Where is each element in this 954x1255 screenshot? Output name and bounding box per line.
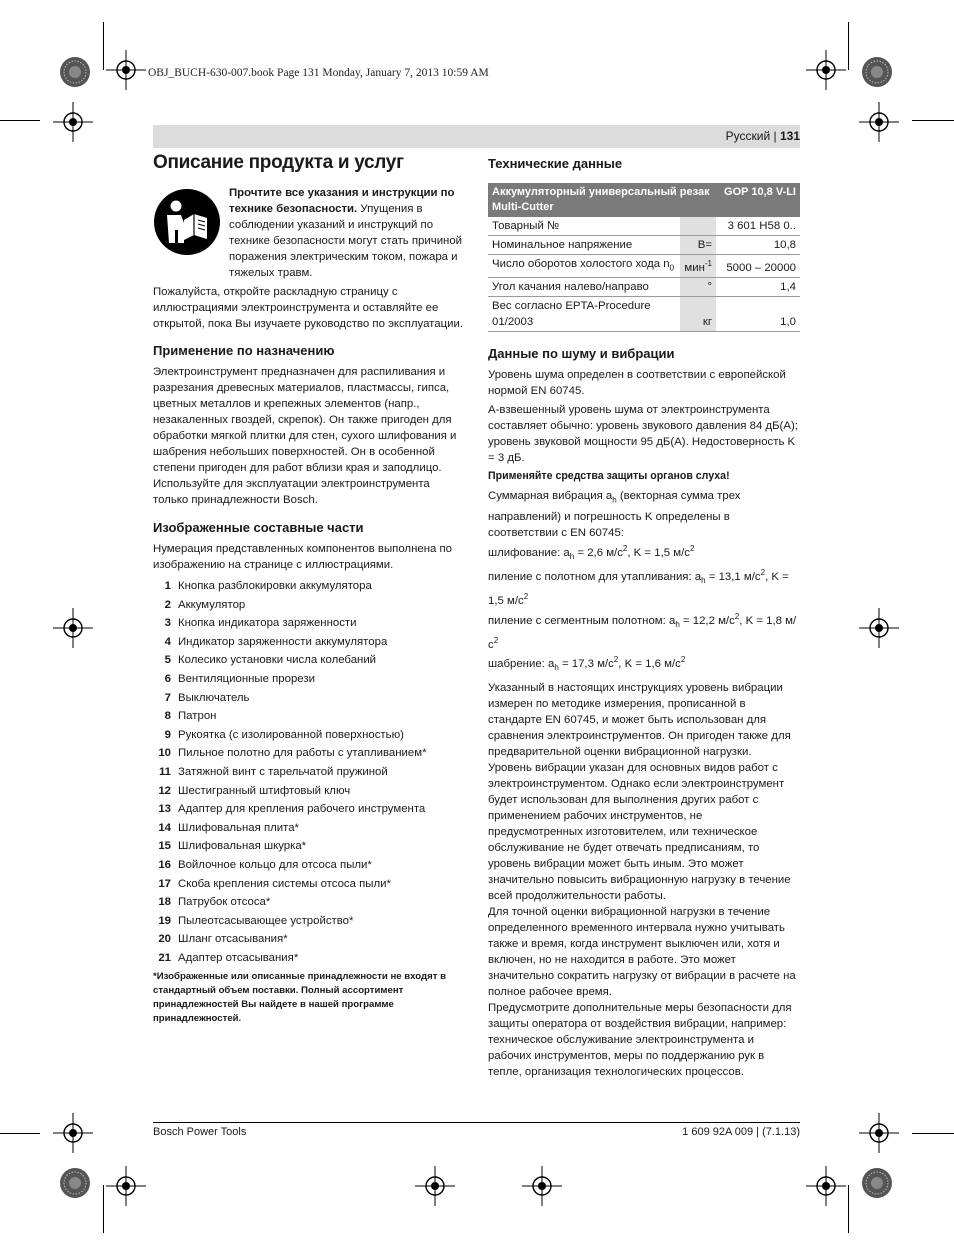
vibration-values: [488, 541, 800, 677]
parts-list-item: [153, 856, 465, 875]
registration-mark-icon: [806, 1166, 846, 1206]
table-header-row: [488, 183, 800, 217]
parts-list-item: [153, 763, 465, 782]
intro-paragraph: Пожалуйста, откройте раскладную страницу с иллюстрациями электроинструмента и оставляйте ее открытой, пока Вы изучаете руководство по эксплуатации.: [153, 286, 464, 330]
accessories-footnote: *Изображенные или описанные принадлежности не входят в стандартный объем поставки. Полный ассортимент принадлежностей Вы найдете в нашей программе принадлежностей.: [153, 971, 446, 1025]
header-language: Русский: [725, 129, 771, 143]
part-number: 1: [164, 580, 171, 592]
spec-label: Вес согласно EPTA-Procedure 01/2003: [488, 297, 680, 332]
table-row: [488, 217, 800, 236]
registration-mark-icon: [106, 50, 146, 90]
registration-mark-icon: [53, 102, 93, 142]
spec-label: Товарный №: [488, 217, 680, 236]
parts-heading: Изображенные составные части: [153, 520, 364, 535]
part-number: 13: [158, 803, 171, 816]
color-dial-icon: [59, 1167, 91, 1199]
parts-list-item: [153, 614, 465, 633]
part-number: 10: [158, 747, 171, 760]
table-row: [488, 236, 800, 255]
usage-heading: Применение по назначению: [153, 343, 335, 358]
left-column: [153, 152, 465, 173]
parts-list-item: [153, 912, 465, 931]
safety-warning-bold: Прочтите все указания и инструкции по технике безопасности.: [229, 187, 455, 215]
part-label: Скоба крепления системы отсоса пыли*: [178, 877, 391, 890]
part-label: Адаптер для крепления рабочего инструмента: [178, 803, 426, 816]
part-number: 14: [158, 821, 171, 834]
parts-list-item: [153, 633, 465, 652]
registration-mark-icon: [806, 50, 846, 90]
spec-label: Номинальное напряжение: [488, 236, 680, 255]
noise-heading: Данные по шуму и вибрации: [488, 346, 675, 362]
spec-label: Число оборотов холостого хода $n_0$: [488, 255, 680, 278]
parts-intro: Нумерация представленных компонентов выполнена по изображению на странице с иллюстрациями.: [153, 543, 452, 571]
tech-data-table: [488, 183, 800, 332]
color-dial-icon: [59, 56, 91, 88]
spec-value: 5000 – 20000: [716, 255, 800, 278]
parts-list-item: [153, 744, 465, 763]
right-column: [488, 156, 800, 1080]
parts-list-item: [153, 837, 465, 856]
registration-mark-icon: [53, 608, 93, 648]
part-label: Шлифовальная плита*: [178, 821, 299, 834]
footer-divider: [153, 1122, 800, 1123]
spec-unit: °: [680, 278, 716, 297]
spec-value: 1,4: [716, 278, 800, 297]
part-label: Патрубок отсоса*: [178, 896, 271, 909]
parts-list-item: [153, 782, 465, 801]
spec-value: 10,8: [716, 236, 800, 255]
vibration-line: пиление с полотном для утапливания: $a_h = 13,1$ $м/с^2$, K = 1,5 $м/с^2$: [488, 567, 789, 607]
read-manual-icon: [154, 189, 220, 255]
registration-mark-icon: [522, 1166, 562, 1206]
parts-list: [153, 577, 465, 967]
hearing-protection-notice: Применяйте средства защиты органов слуха!: [488, 470, 730, 483]
table-row: [488, 278, 800, 297]
spec-unit: мин$^{-1}$: [680, 255, 716, 278]
parts-list-item: [153, 596, 465, 615]
parts-list-item: [153, 670, 465, 689]
table-row: [488, 255, 800, 278]
part-number: 4: [164, 635, 171, 648]
part-label: Пильное полотно для работы с утапливанием*: [178, 747, 427, 760]
part-label: Индикатор заряженности аккумулятора: [178, 635, 388, 648]
registration-mark-icon: [859, 102, 899, 142]
part-label: Патрон: [178, 710, 217, 723]
usage-paragraph: Электроинструмент предназначен для распиливания и разрезания древесных материалов, пластмассы, гипса, цветных металлов и крепежных элементов (напр., незакаленных гвоздей, скрепок). Он также пригоден для обработки мягкой плитки для стен, сухого шлифования и шабрения небольших поверхностей. Он в особенной степени пригоден для работ вблизи края и заподлицо. Используйте для эксплуатации электроинструмента только принадлежности Bosch.: [153, 366, 457, 506]
part-number: 19: [158, 914, 171, 927]
vibration-intro: Суммарная вибрация $a_h$ (векторная сумма трех направлений) и погрешность K определены в соответствии с EN 60745:: [488, 490, 741, 539]
vibration-line: шабрение: $a_h = 17,3$ $м/с^2$, K = 1,6 $м/с^2$: [488, 655, 686, 673]
tech-data-heading: Технические данные: [488, 156, 623, 171]
table-row: [488, 297, 800, 332]
parts-list-item: [153, 577, 465, 596]
part-label: Адаптер отсасывания*: [178, 951, 299, 964]
page-title: Описание продукта и услуг: [153, 152, 404, 173]
part-label: Шланг отсасывания*: [178, 933, 288, 946]
vibration-paragraph-4: Предусмотрите дополнительные меры безопасности для защиты оператора от воздействия вибрации, например: техническое обслуживание электроинструмента и рабочих инструментов, меры по поддержанию рук в тепле, организация технологических процессов.: [488, 1002, 792, 1079]
safety-warning-text: Упущения в соблюдении указаний и инструкций по технике безопасности могут стать причиной поражения электрическим током, пожара и тяжелых травм.: [229, 203, 463, 279]
vibration-line: шлифование: $a_h = 2,6$ $м/с^2$, K = 1,5 $м/с^2$: [488, 543, 695, 561]
part-label: Войлочное кольцо для отсоса пыли*: [178, 858, 372, 871]
part-number: 11: [158, 765, 171, 778]
parts-list-item: [153, 930, 465, 949]
noise-paragraph-2: А-взвешенный уровень шума от электроинструмента составляет обычно: уровень звукового давления 84 дБ(A); уровень звуковой мощности 95 дБ(A). Недостоверность K = 3 дБ.: [488, 404, 798, 465]
part-number: 16: [158, 858, 171, 871]
spec-unit: [680, 217, 716, 236]
registration-mark-icon: [106, 1166, 146, 1206]
parts-list-item: [153, 726, 465, 745]
registration-mark-icon: [859, 608, 899, 648]
print-metadata: OBJ_BUCH-630-007.book Page 131 Monday, January 7, 2013 10:59 AM: [148, 67, 489, 79]
footer-doc-number: 1 609 92A 009 | (7.1.13): [682, 1126, 800, 1138]
part-number: 2: [164, 598, 171, 611]
part-number: 18: [158, 896, 171, 909]
parts-list-item: [153, 949, 465, 968]
spec-value: 1,0: [716, 297, 800, 332]
table-header-label: Аккумуляторный универсальный резак Multi-Cutter: [488, 183, 716, 217]
registration-mark-icon: [53, 1113, 93, 1153]
parts-list-item: [153, 875, 465, 894]
part-label: Рукоятка (с изолированной поверхностью): [178, 728, 404, 741]
spec-unit: кг: [680, 297, 716, 332]
part-number: 6: [164, 672, 171, 685]
part-label: Шлифовальная шкурка*: [178, 840, 307, 853]
part-label: Затяжной винт с тарельчатой пружиной: [178, 765, 388, 778]
part-label: Вентиляционные прорези: [178, 672, 315, 685]
part-number: 3: [164, 617, 171, 630]
parts-list-item: [153, 893, 465, 912]
page-number: 131: [779, 129, 800, 143]
part-number: 20: [158, 933, 171, 946]
part-number: 8: [164, 710, 171, 723]
spec-value: 3 601 H58 0..: [716, 217, 800, 236]
part-number: 15: [158, 840, 171, 853]
parts-list-item: [153, 819, 465, 838]
vibration-paragraph-3: Для точной оценки вибрационной нагрузки в течение определенного временного интервала нужно учитывать также и время, когда инструмент выключен или, хотя и включен, но не находится в работе. Это может значительно сократить нагрузку от вибрации в расчете на полное рабочее время.: [488, 906, 796, 999]
registration-mark-icon: [415, 1166, 455, 1206]
part-label: Аккумулятор: [178, 598, 246, 611]
part-label: Кнопка разблокировки аккумулятора: [178, 580, 372, 592]
part-label: Шестигранный штифтовый ключ: [178, 784, 351, 797]
header-separator: |: [770, 129, 780, 143]
part-label: Колесико установки числа колебаний: [178, 654, 377, 667]
registration-mark-icon: [859, 1113, 899, 1153]
color-dial-icon: [861, 56, 893, 88]
part-number: 9: [164, 728, 171, 741]
vibration-paragraph-2: Уровень вибрации указан для основных видов работ с электроинструментом. Однако если электроинструмент будет использован для выполнения других работ с применением рабочих инструментов, не предусмотренных изготовителем, или техническое обслуживание не будет отвечать предписаниям, то уровень вибрации может быть иным. Это может значительно повысить вибрационную нагрузку в течение всей продолжительности работы.: [488, 762, 791, 903]
safety-warning: [229, 185, 465, 281]
table-header-model: GOP 10,8 V-LI: [716, 183, 800, 217]
part-number: 5: [164, 654, 171, 667]
spec-unit: В=: [680, 236, 716, 255]
parts-list-item: [153, 707, 465, 726]
part-label: Пылеотсасывающее устройство*: [178, 914, 354, 927]
part-number: 17: [158, 877, 171, 890]
color-dial-icon: [861, 1167, 893, 1199]
noise-paragraph-1: Уровень шума определен в соответствии с европейской нормой EN 60745.: [488, 369, 786, 398]
parts-list-item: [153, 800, 465, 819]
vibration-line: пиление с сегментным полотном: $a_h = 12,2$ $м/с^2$, K = 1,8 $м/с^2$: [488, 611, 797, 651]
part-number: 7: [164, 691, 171, 704]
footer-brand: Bosch Power Tools: [153, 1126, 247, 1138]
page-header: [726, 129, 800, 143]
intro-block: [153, 284, 465, 1026]
part-label: Выключатель: [178, 691, 250, 704]
spec-label: Угол качания налево/направо: [488, 278, 680, 297]
part-number: 12: [158, 784, 171, 797]
part-number: 21: [158, 951, 171, 964]
part-label: Кнопка индикатора заряженности: [178, 617, 357, 630]
page-header-bar: [153, 125, 800, 148]
parts-list-item: [153, 651, 465, 670]
vibration-paragraph-1: Указанный в настоящих инструкциях уровень вибрации измерен по методике измерения, прописанной в стандарте EN 60745, и может быть использован для сравнения электроинструментов. Он пригоден также для предварительной оценки вибрационной нагрузки.: [488, 682, 791, 759]
parts-list-item: [153, 689, 465, 708]
